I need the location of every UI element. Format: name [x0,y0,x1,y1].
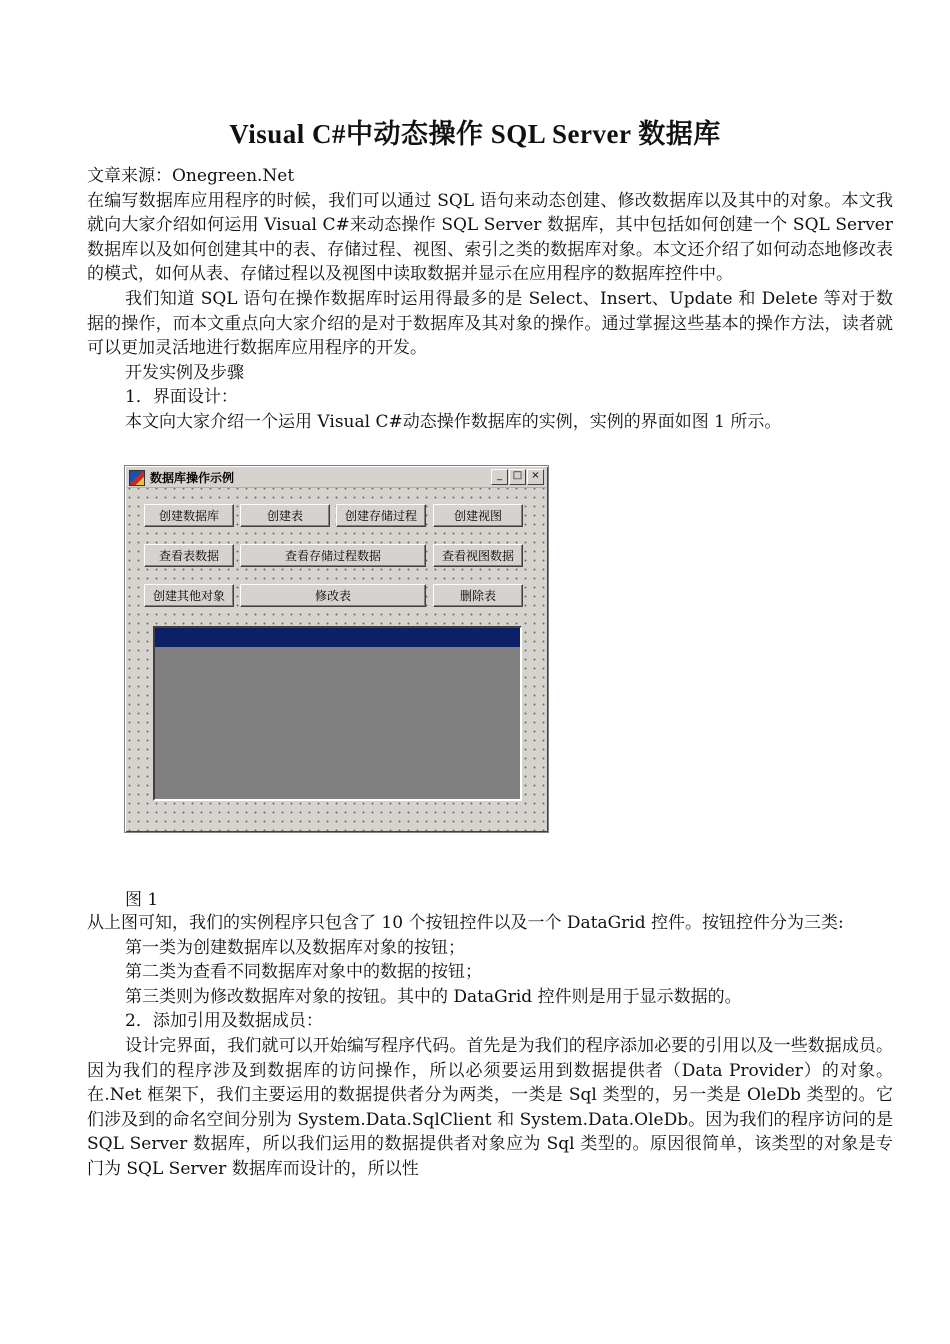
step-1-text: 本文向大家介绍一个运用 Visual C#动态操作数据库的实例，实例的界面如图 1 所示。 [125,411,782,432]
steps-heading: 开发实例及步骤 [125,362,244,383]
window-title: 数据库操作示例 [150,471,235,485]
paragraph-4: 设计完界面，我们就可以开始编写程序代码。首先是为我们的程序添加必要的引用以及一些数据成员。因为我们的程序涉及到数据库的访问操作，所以必须要运用到数据提供者（Data Provider）的对象。在.Net 框架下，我们主要运用的数据提供者分为两类，一类是 Sql 类型的，另一类是 OleDb 类型的。它们涉及到的命名空间分别为 System.Data.SqlClient 和 System.Data.OleDb。因为我们的程序访问的是 SQL Server 数据库，所以我们运用的数据提供者对象应为 Sql 类型的。原因很简单，该类型的对象是专门为 SQL Server 数据库而设计的，所以性 [87,1035,893,1179]
figure-form-window [124,465,549,833]
minimize-icon: _ [491,469,508,485]
step-1-heading: 1．界面设计： [125,387,238,408]
list-item: 第三类则为修改数据库对象的按钮。其中的 DataGrid 控件则是用于显示数据的。 [125,986,742,1007]
datagrid-control [153,626,522,801]
app-icon [129,470,145,486]
view-table-data-button: 查看表数据 [144,544,234,567]
source-line: 文章来源：Onegreen.Net [87,166,295,186]
datagrid-caption [155,628,520,647]
view-procedure-data-button: 查看存储过程数据 [240,544,426,567]
drop-table-button: 删除表 [433,584,523,607]
window-controls [490,469,544,485]
intro-block [87,164,893,435]
create-other-objects-button: 创建其他对象 [144,584,234,607]
paragraph-3: 从上图可知，我们的实例程序只包含了 10 个按钮控件以及一个 DataGrid 控件。按钮控件分为三类: [87,913,844,933]
step-2-heading: 2．添加引用及数据成员： [125,1011,323,1032]
alter-table-button: 修改表 [240,584,426,607]
window-titlebar [127,468,546,488]
paragraph-2: 我们知道 SQL 语句在操作数据库时运用得最多的是 Select、Insert、Update 和 Delete 等对于数据的操作，而本文重点向大家介绍的是对于数据库及其对象的操作。通过掌握这些基本的操作方法，读者就可以更加灵活地进行数据库应用程序的开发。 [87,288,893,359]
close-icon: × [527,469,544,485]
view-view-data-button: 查看视图数据 [433,544,523,567]
create-table-button: 创建表 [240,504,330,527]
list-item: 第一类为创建数据库以及数据库对象的按钮； [125,937,465,958]
maximize-icon: □ [509,469,526,485]
page-title: Visual C#中动态操作 SQL Server 数据库 [229,119,721,149]
create-procedure-button: 创建存储过程 [336,504,426,527]
create-view-button: 创建视图 [433,504,523,527]
create-database-button: 创建数据库 [144,504,234,527]
list-item: 第二类为查看不同数据库对象中的数据的按钮； [125,962,482,983]
intro-paragraph: 在编写数据库应用程序的时候，我们可以通过 SQL 语句来动态创建、修改数据库以及其中的对象。本文我就向大家介绍如何运用 Visual C#来动态操作 SQL Server 数据库，其中包括如何创建一个 SQL Server 数据库以及如何创建其中的表、存储过程、视图、索引之类的数据库对象。本文还介绍了如何动态地修改表的模式，如何从表、存储过程以及视图中读取数据并显示在应用程序的数据库控件中。 [87,190,893,285]
body-block [87,911,893,1182]
figure-caption: 图 1 [125,890,159,910]
